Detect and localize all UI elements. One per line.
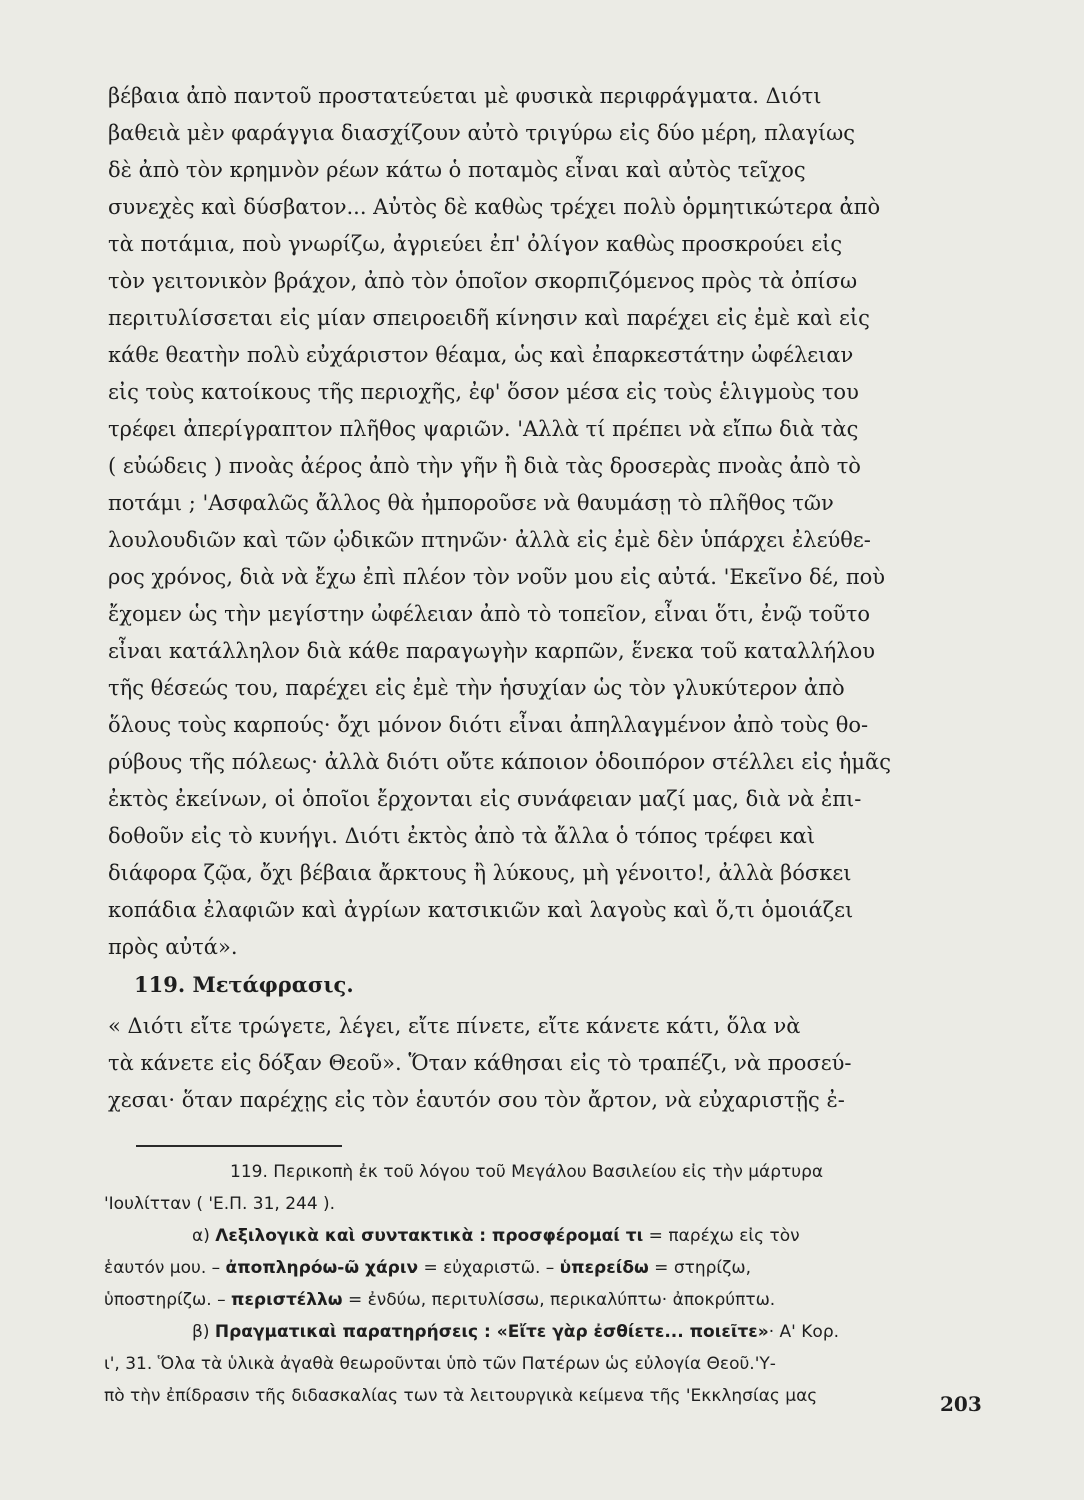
text-line: εἶναι κατάλληλον διὰ κάθε παραγωγὴν καρπῶν, ἕνεκα τοῦ καταλλήλου <box>108 639 875 663</box>
text-line: κοπάδια ἐλαφιῶν καὶ ἀγρίων κατσικιῶν καὶ λαγοὺς καὶ ὅ,τι ὁμοιάζει <box>108 898 854 922</box>
text-line: πρὸς αὐτά». <box>108 935 238 959</box>
text-line: λουλουδιῶν καὶ τῶν ᾠδικῶν πτηνῶν· ἀλλὰ εἰς ἐμὲ δὲν ὑπάρχει ἐλεύθε- <box>108 528 871 552</box>
text-line: ὅλους τοὺς καρπούς· ὄχι μόνον διότι εἶναι ἀπηλλαγμένον ἀπὸ τοὺς θο- <box>108 713 869 737</box>
text-line: βαθειὰ μὲν φαράγγια διασχίζουν αὐτὸ τριγύρω εἰς δύο μέρη, πλαγίως <box>108 121 856 145</box>
footnote-line: 119. Περικοπὴ ἐκ τοῦ λόγου τοῦ Μεγάλου Βασιλείου εἰς τὴν μάρτυρα <box>230 1162 824 1182</box>
text-line: τρέφει ἀπερίγραπτον πλῆθος ψαριῶν. 'Αλλὰ τί πρέπει νὰ εἴπω διὰ τὰς <box>108 417 859 441</box>
text-line: κάθε θεατὴν πολὺ εὐχάριστον θέαμα, ὡς καὶ ἐπαρκεστάτην ὠφέλειαν <box>108 343 854 367</box>
text-line: ρύβους τῆς πόλεως· ἀλλὰ διότι οὔτε κάποιον ὁδοιπόρον στέλλει εἰς ἡμᾶς <box>108 750 891 774</box>
body-text <box>108 78 998 966</box>
text-line: ἐκτὸς ἐκείνων, οἱ ὁποῖοι ἔρχονται εἰς συνάφειαν μαζί μας, διὰ νὰ ἐπι- <box>108 787 862 811</box>
footnote-line: ὑποστηρίζω. – περιστέλλω = ἐνδύω, περιτυλίσσω, περικαλύπτω· ἀποκρύπτω. <box>104 1290 776 1310</box>
footnote-line: πὸ τὴν ἐπίδρασιν τῆς διδασκαλίας των τὰ λειτουργικὰ κείμενα τῆς 'Εκκλησίας μας <box>104 1386 818 1406</box>
text-line: βέβαια ἀπὸ παντοῦ προστατεύεται μὲ φυσικὰ περιφράγματα. Διότι <box>108 84 822 108</box>
text-line: συνεχὲς καὶ δύσβατον... Αὐτὸς δὲ καθὼς τρέχει πολὺ ὁρμητικώτερα ἀπὸ <box>108 195 881 219</box>
text-line: δὲ ἀπὸ τὸν κρημνὸν ρέων κάτω ὁ ποταμὸς εἶναι καὶ αὐτὸς τεῖχος <box>108 158 806 182</box>
section-text <box>108 1008 998 1119</box>
text-line: ποτάμι ; 'Ασφαλῶς ἄλλος θὰ ἠμποροῦσε νὰ θαυμάσῃ τὸ πλῆθος τῶν <box>108 491 834 515</box>
text-line: ἔχομεν ὡς τὴν μεγίστην ὠφέλειαν ἀπὸ τὸ τοπεῖον, εἶναι ὅτι, ἐνῷ τοῦτο <box>108 602 870 626</box>
text-line: χεσαι· ὅταν παρέχῃς εἰς τὸν ἑαυτόν σου τὸν ἄρτον, νὰ εὐχαριστῇς ἐ- <box>108 1088 845 1112</box>
text-line: τῆς θέσεώς του, παρέχει εἰς ἐμὲ τὴν ἡσυχίαν ὡς τὸν γλυκύτερον ἀπὸ <box>108 676 845 700</box>
footnote-line: β) Πραγματικαὶ παρατηρήσεις : «Εἴτε γὰρ ἐσθίετε... ποιεῖτε»· Α' Κορ. <box>192 1322 840 1342</box>
footnotes <box>104 1156 1000 1412</box>
text-line: διάφορα ζῷα, ὄχι βέβαια ἄρκτους ἢ λύκους, μὴ γένοιτο!, ἀλλὰ βόσκει <box>108 861 852 885</box>
footnote-line: α) Λεξιλογικὰ καὶ συντακτικὰ : προσφέρομαί τι = παρέχω εἰς τὸν <box>192 1226 800 1246</box>
text-line: ρος χρόνος, διὰ νὰ ἔχω ἐπὶ πλέον τὸν νοῦν μου εἰς αὐτά. 'Εκεῖνο δέ, ποὺ <box>108 565 886 589</box>
text-line: τὸν γειτονικὸν βράχον, ἀπὸ τὸν ὁποῖον σκορπιζόμενος πρὸς τὰ ὀπίσω <box>108 269 858 293</box>
text-line: « Διότι εἴτε τρώγετε, λέγει, εἴτε πίνετε, εἴτε κάνετε κάτι, ὅλα νὰ <box>108 1014 801 1038</box>
text-line: δοθοῦν εἰς τὸ κυνήγι. Διότι ἐκτὸς ἀπὸ τὰ ἄλλα ὁ τόπος τρέφει καὶ <box>108 824 816 848</box>
footnote-line: 'Ιουλίτταν ( 'Ε.Π. 31, 244 ). <box>104 1194 336 1214</box>
footnote-line: ι', 31. Ὅλα τὰ ὑλικὰ ἀγαθὰ θεωροῦνται ὑπὸ τῶν Πατέρων ὡς εὐλογία Θεοῦ.'Υ- <box>104 1354 776 1374</box>
text-line: περιτυλίσσεται εἰς μίαν σπειροειδῆ κίνησιν καὶ παρέχει εἰς ἐμὲ καὶ εἰς <box>108 306 870 330</box>
text-line: εἰς τοὺς κατοίκους τῆς περιοχῆς, ἐφ' ὅσον μέσα εἰς τοὺς ἑλιγμοὺς του <box>108 380 859 404</box>
footnote-line: ἑαυτόν μου. – ἀποπληρόω-ῶ χάριν = εὐχαριστῶ. – ὑπερείδω = στηρίζω, <box>104 1258 752 1278</box>
text-line: τὰ ποτάμια, ποὺ γνωρίζω, ἀγριεύει ἐπ' ὀλίγον καθὼς προσκρούει εἰς <box>108 232 843 256</box>
section-heading: 119. Μετάφρασις. <box>134 972 354 997</box>
text-line: ( εὐώδεις ) πνοὰς ἀέρος ἀπὸ τὴν γῆν ἢ διὰ τὰς δροσερὰς πνοὰς ἀπὸ τὸ <box>108 454 861 478</box>
page-number: 203 <box>940 1392 982 1416</box>
text-line: τὰ κάνετε εἰς δόξαν Θεοῦ». Ὅταν κάθησαι εἰς τὸ τραπέζι, νὰ προσεύ- <box>108 1051 852 1075</box>
footnote-separator <box>136 1145 342 1147</box>
